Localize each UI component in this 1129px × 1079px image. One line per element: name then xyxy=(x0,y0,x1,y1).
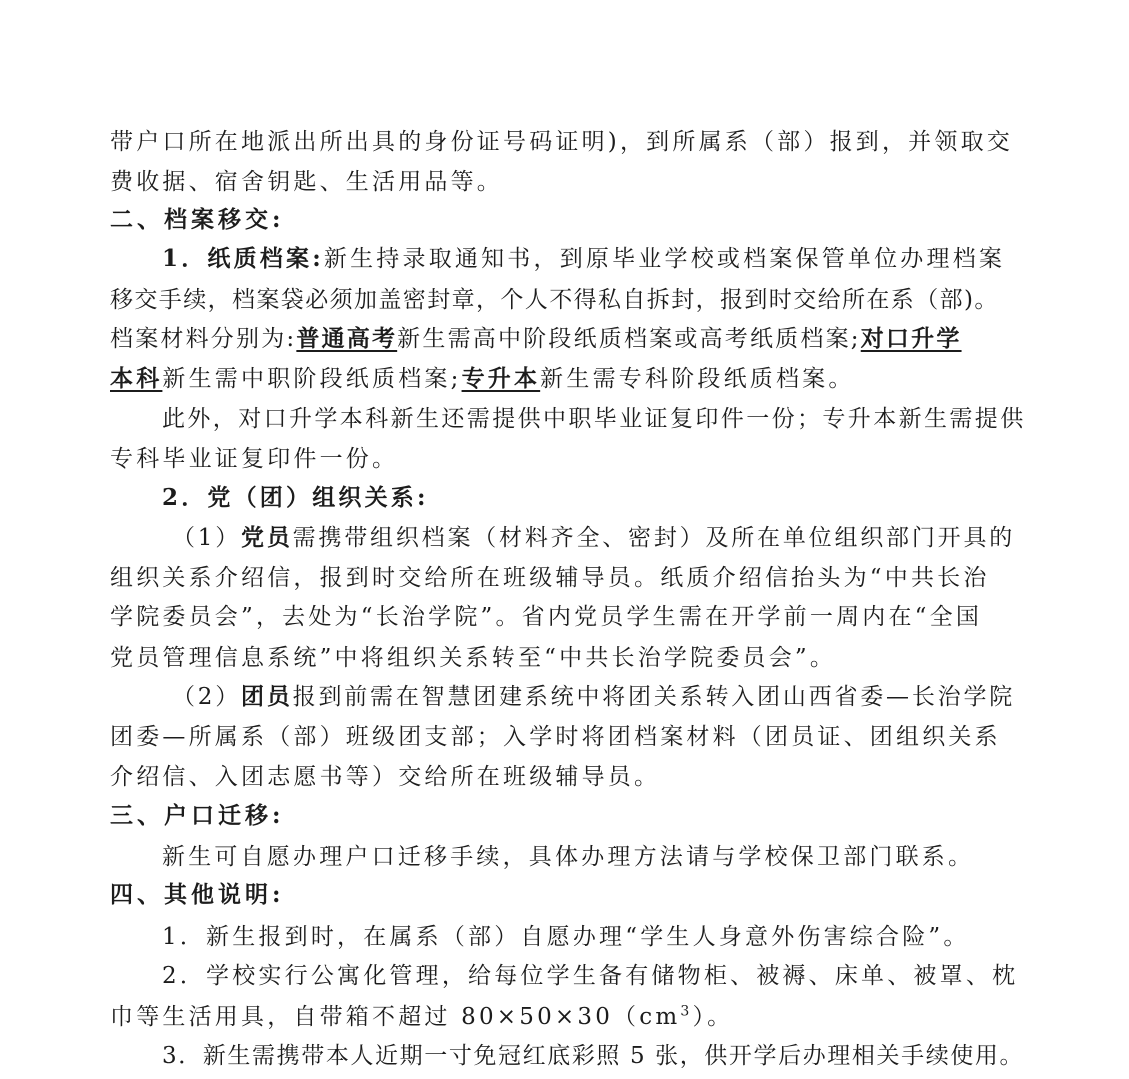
paragraph-line xyxy=(110,362,1028,396)
text-segment: ）。 xyxy=(692,1004,734,1030)
paragraph-line: 新生可自愿办理户口迁移手续，具体办理方法请与学校保卫部门联系。 xyxy=(162,844,975,870)
text-segment: 需携带组织档案（材料齐全、密封）及所在单位组织部门开具的 xyxy=(292,525,1016,551)
paragraph-line xyxy=(162,242,1028,276)
paragraph-line xyxy=(172,680,1028,714)
paragraph-line: 团委—所属系（部）班级团支部；入学时将团档案材料（团员证、团组织关系 xyxy=(110,724,1001,750)
paragraph-line: 1．新生报到时，在属系（部）自愿办理“学生人身意外伤害综合险”。 xyxy=(162,924,970,950)
text-segment: 新生需专科阶段纸质档案。 xyxy=(540,366,855,392)
paragraph-line: 学院委员会”，去处为“长治学院”。省内党员学生需在开学前一周内在“全国 xyxy=(110,604,983,630)
section-heading-archive: 二、档案移交: xyxy=(110,206,285,233)
subsection-heading-party: 2．党（团）组织关系: xyxy=(162,484,429,511)
text-segment: 档案材料分别为: xyxy=(110,326,297,352)
paragraph-line: 费收据、宿舍钥匙、生活用品等。 xyxy=(110,169,503,195)
paragraph-line: 介绍信、入团志愿书等）交给所在班级辅导员。 xyxy=(110,764,661,790)
paragraph-line: 带户口所在地派出所出具的身份证号码证明)，到所属系（部）报到，并领取交 xyxy=(110,129,1013,155)
text-segment: 新生需高中阶段纸质档案或高考纸质档案; xyxy=(397,326,861,352)
paragraph-line: 组织关系介绍信，报到时交给所在班级辅导员。纸质介绍信抬头为“中共长治 xyxy=(110,565,990,591)
paragraph-line: 2．学校实行公寓化管理，给每位学生备有储物柜、被褥、床单、被罩、枕 xyxy=(162,963,1019,989)
item-text: 新生持录取通知书，到原毕业学校或档案保管单位办理档案 xyxy=(323,246,1006,272)
paragraph-line: 此外，对口升学本科新生还需提供中职毕业证复印件一份；专升本新生需提供 xyxy=(162,406,1026,432)
paragraph-line xyxy=(110,322,1028,356)
underlined-term: 本科 xyxy=(110,365,163,392)
underlined-term: 普通高考 xyxy=(296,325,398,352)
section-heading-household: 三、户口迁移: xyxy=(110,802,285,829)
underlined-term: 对口升学 xyxy=(860,325,962,352)
paragraph-line: 专科毕业证复印件一份。 xyxy=(110,446,399,472)
text-segment: （2） xyxy=(172,684,242,710)
text-segment: （1） xyxy=(172,525,242,551)
item-label: 1．纸质档案: xyxy=(162,245,324,272)
paragraph-line: 党员管理信息系统”中将组织关系转至“中共长治学院委员会”。 xyxy=(110,645,837,671)
paragraph-line xyxy=(172,521,1028,555)
paragraph-line: 3．新生需携带本人近期一寸免冠红底彩照 5 张，供开学后办理相关手续使用。 xyxy=(162,1043,1025,1069)
paragraph-line xyxy=(110,1000,1028,1034)
bold-term: 党员 xyxy=(241,524,293,551)
section-heading-other: 四、其他说明: xyxy=(110,881,285,908)
text-segment: 新生需中职阶段纸质档案; xyxy=(162,366,462,392)
underlined-term: 专升本 xyxy=(461,365,541,392)
paragraph-line: 移交手续，档案袋必须加盖密封章，个人不得私自拆封，报到时交给所在系（部)。 xyxy=(110,287,999,313)
superscript: 3 xyxy=(680,1003,693,1020)
bold-term: 团员 xyxy=(241,683,293,710)
text-segment: 巾等生活用具，自带箱不超过 80×50×30（cm xyxy=(110,1004,681,1030)
text-segment: 报到前需在智慧团建系统中将团关系转入团山西省委—长治学院 xyxy=(292,684,1016,710)
